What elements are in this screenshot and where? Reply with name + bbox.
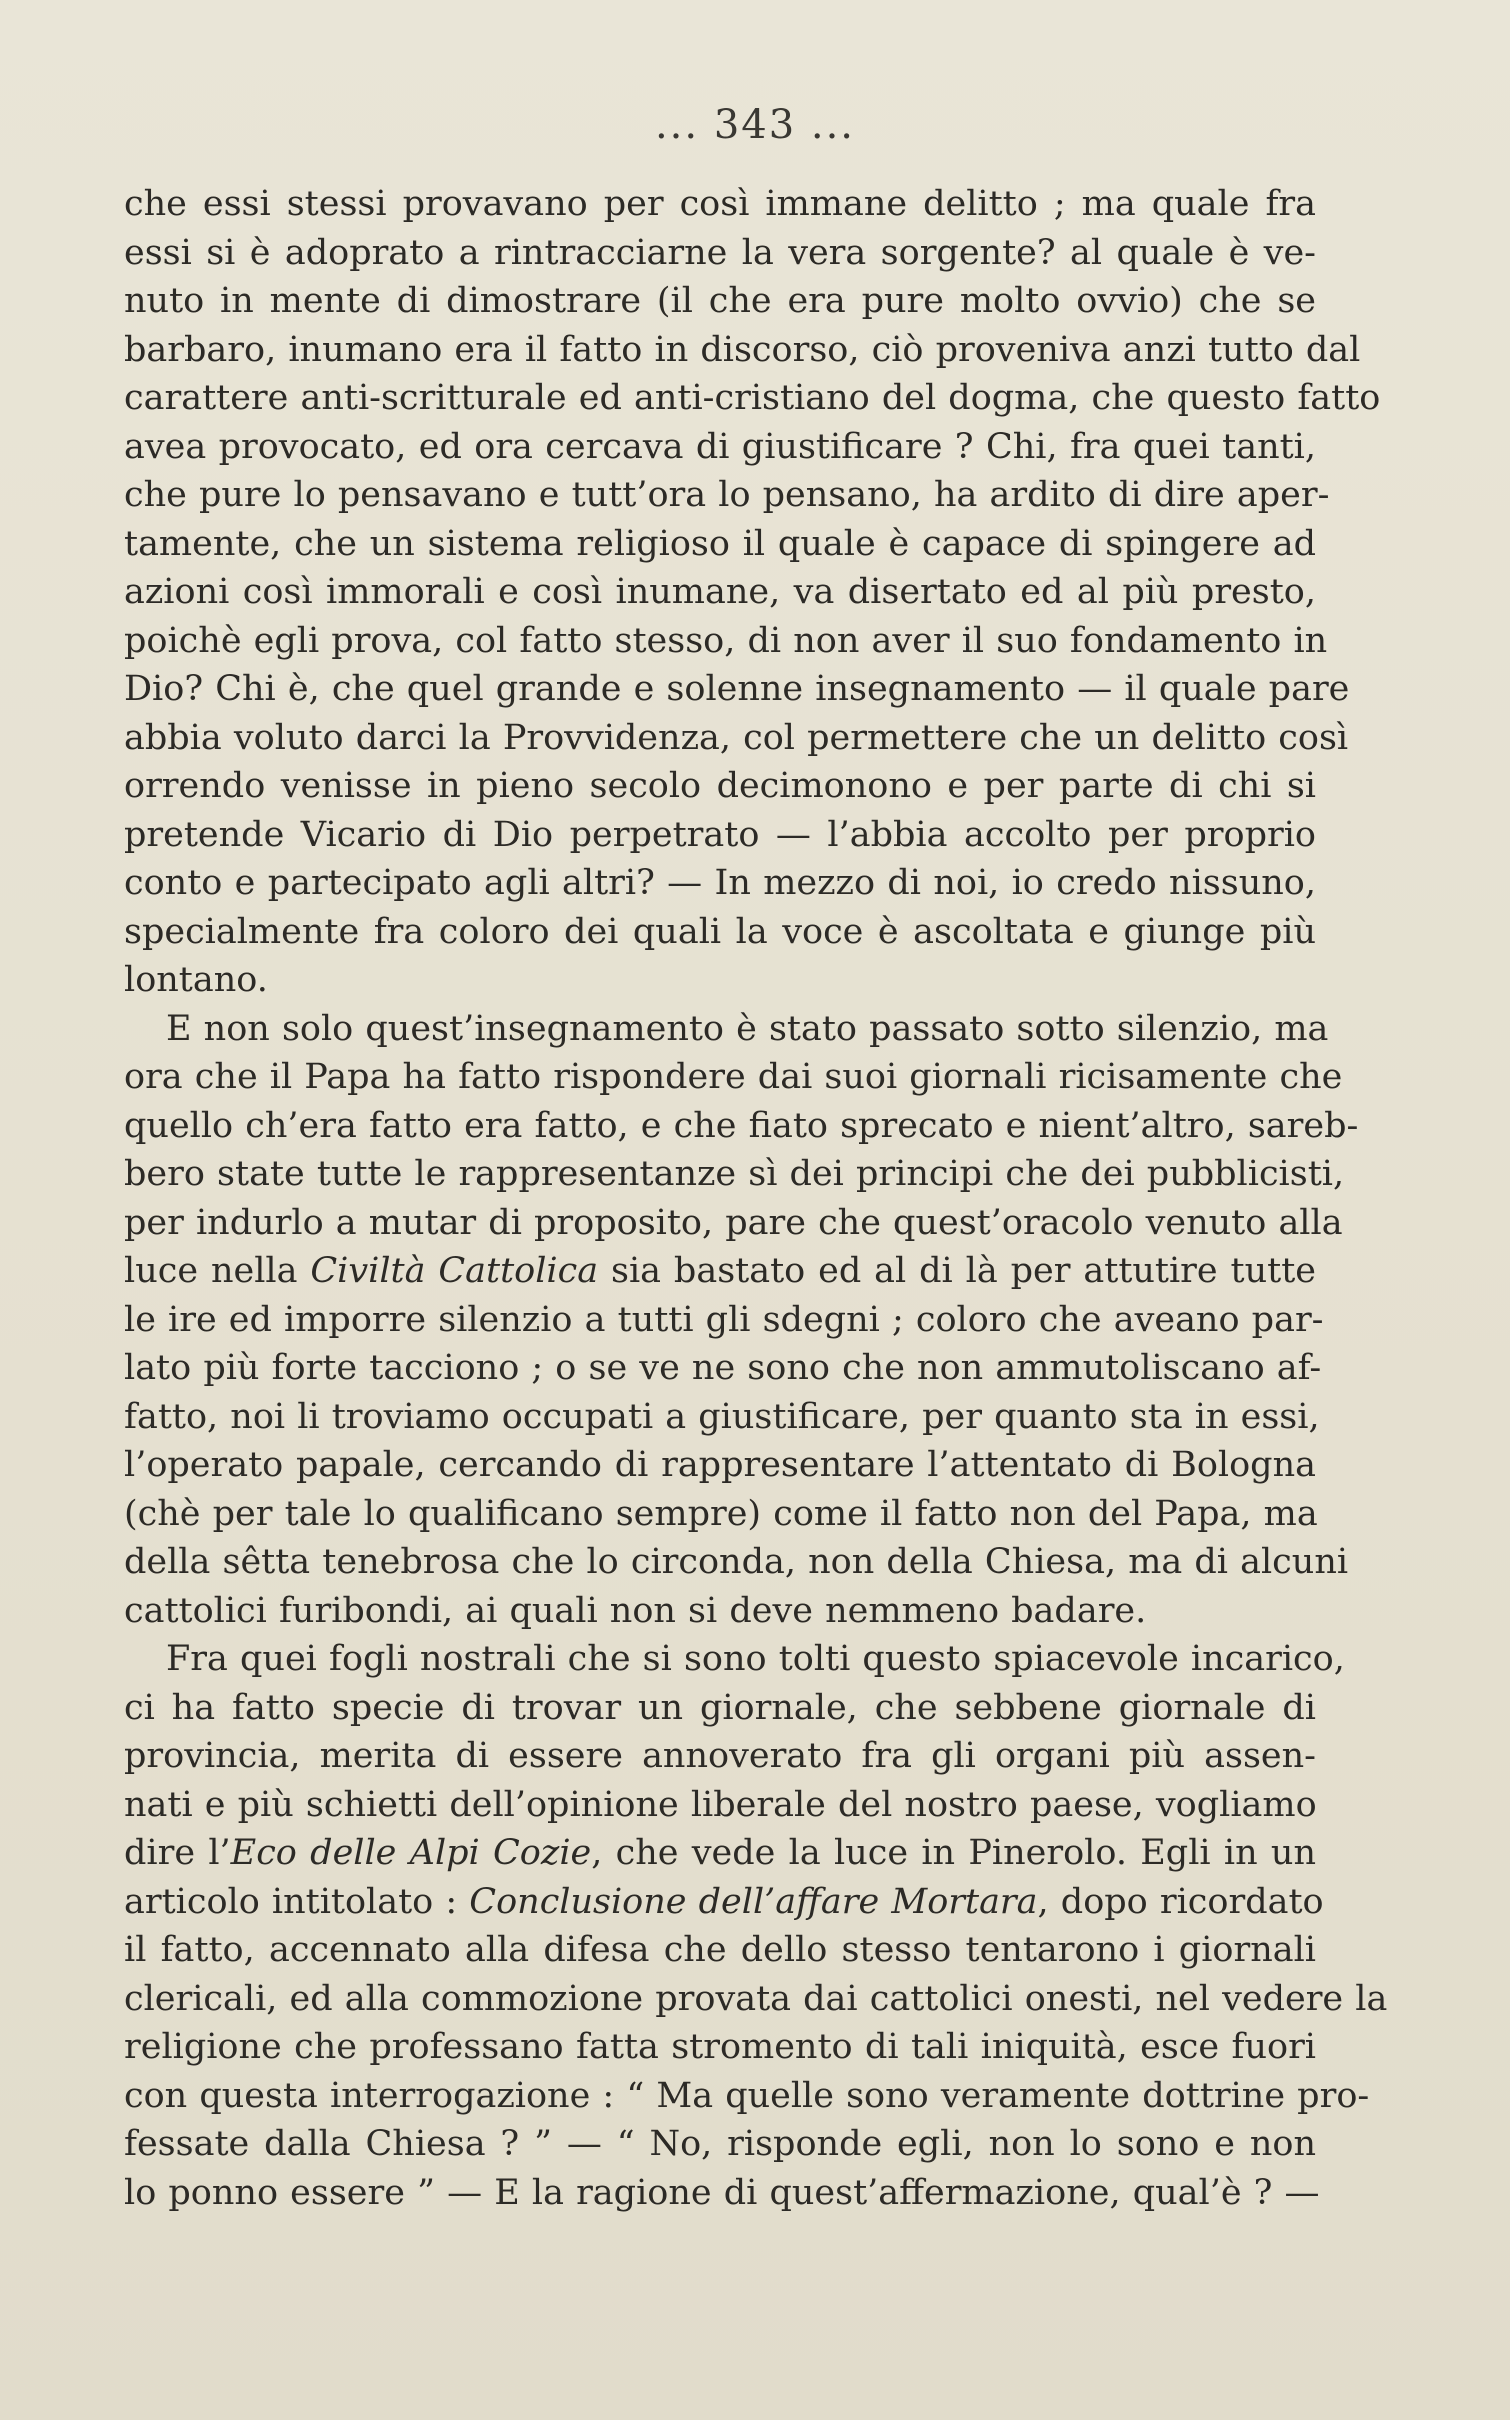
italic-title: Conclusione dell’affare Mortara	[469, 1881, 1038, 1922]
text-line: avea provocato, ed ora cercava di giustificare ? Chi, fra quei tanti,	[124, 426, 1316, 467]
text-line: per indurlo a mutar di proposito, pare che quest’oracolo venuto alla	[124, 1202, 1343, 1243]
text-line: ora che il Papa ha fatto rispondere dai suoi giornali ricisamente che	[124, 1057, 1343, 1097]
text-line: della sêtta tenebrosa che lo circonda, non della Chiesa, ma di alcuni	[124, 1542, 1349, 1582]
text-line: carattere anti-scritturale ed anti-cristiano del dogma, che questo fatto	[124, 378, 1381, 418]
text-segment: dire l’	[124, 1833, 231, 1873]
text-line: (chè per tale lo qualificano sempre) come il fatto non del Papa, ma	[124, 1493, 1318, 1534]
text-line: abbia voluto darci la Provvidenza, col permettere che un delitto così	[124, 717, 1349, 758]
text-line: bero state tutte le rappresentanze sì dei principi che dei pubblicisti,	[124, 1154, 1345, 1194]
text-line: nuto in mente di dimostrare (il che era pure molto ovvio) che se	[124, 281, 1316, 321]
text-line: orrendo venisse in pieno secolo decimonono e per parte di chi si	[124, 766, 1316, 806]
text-line: religione che professano fatta stromento di tali iniquità, esce fuori	[124, 2027, 1316, 2067]
text-line: le ire ed imporre silenzio a tutti gli sdegni ; coloro che aveano par-	[124, 1299, 1324, 1340]
text-line	[124, 1829, 1316, 1878]
text-line: cattolici furibondi, ai quali non si deve nemmeno badare.	[124, 1590, 1147, 1631]
text-line: quello ch’era fatto era fatto, e che fiato sprecato e nient’altro, sareb-	[124, 1105, 1359, 1146]
italic-title: Civiltà Cattolica	[310, 1251, 599, 1291]
text-line: l’operato papale, cercando di rappresentare l’attentato di Bologna	[124, 1445, 1316, 1485]
text-line: lo ponno essere ” — E la ragione di quest’affermazione, qual’è ? —	[124, 2172, 1320, 2213]
text-line: poichè egli prova, col fatto stesso, di non aver il suo fondamento in	[124, 620, 1328, 661]
text-line: ci ha fatto specie di trovar un giornale, che sebbene giornale di	[124, 1687, 1316, 1728]
text-line: che essi stessi provavano per così immane delitto ; ma quale fra	[124, 184, 1316, 224]
text-line: nati e più schietti dell’opinione liberale del nostro paese, vogliamo	[124, 1784, 1317, 1825]
text-line: pretende Vicario di Dio perpetrato — l’abbia accolto per proprio	[124, 814, 1316, 855]
text-line: Dio? Chi è, che quel grande e solenne insegnamento — il quale pare	[124, 669, 1350, 709]
text-segment: luce nella	[124, 1251, 311, 1291]
text-line: barbaro, inumano era il fatto in discorso, ciò proveniva anzi tutto dal	[124, 329, 1361, 370]
text-segment: sia bastato ed al di là per attutire tutte	[598, 1251, 1316, 1291]
text-line: essi si è adoprato a rintracciarne la vera sorgente? al quale è ve-	[124, 232, 1316, 273]
text-line: specialmente fra coloro dei quali la voce è ascoltata e giunge più	[124, 911, 1316, 952]
text-line: azioni così immorali e così inumane, va disertato ed al più presto,	[124, 572, 1316, 612]
text-line: conto e partecipato agli altri? — In mezzo di noi, io credo nissuno,	[124, 863, 1316, 903]
text-line: fessate dalla Chiesa ? ” — “ No, risponde egli, non lo sono e non	[124, 2124, 1316, 2164]
text-line	[124, 1878, 1324, 1927]
text-line	[124, 1247, 1316, 1296]
text-line: provincia, merita di essere annoverato fra gli organi più assen-	[124, 1736, 1316, 1776]
text-line: E non solo quest’insegnamento è stato passato sotto silenzio, ma	[166, 1008, 1329, 1049]
italic-title: Eco delle Alpi Cozie	[230, 1833, 592, 1873]
text-line: Fra quei fogli nostrali che si sono tolti questo spiacevole incarico,	[166, 1639, 1345, 1679]
text-line: con questa interrogazione : “ Ma quelle sono veramente dottrine pro-	[124, 2075, 1370, 2116]
text-line: lontano.	[124, 960, 268, 1000]
text-segment: articolo intitolato :	[124, 1881, 470, 1922]
text-segment: , dopo ricordato	[1037, 1881, 1324, 1922]
page-number: ... 343 ...	[654, 102, 856, 148]
text-line: che pure lo pensavano e tutt’ora lo pensano, ha ardito di dire aper-	[124, 475, 1330, 515]
text-line: tamente, che un sistema religioso il quale è capace di spingere ad	[124, 523, 1316, 564]
text-line: il fatto, accennato alla difesa che dello stesso tentarono i giornali	[124, 1930, 1316, 1970]
text-line: clericali, ed alla commozione provata dai cattolici onesti, nel vedere la	[124, 1978, 1388, 2019]
text-line: fatto, noi li troviamo occupati a giustificare, per quanto sta in essi,	[124, 1396, 1320, 1437]
text-line: lato più forte tacciono ; o se ve ne sono che non ammutoliscano af-	[124, 1348, 1322, 1388]
text-segment: , che vede la luce in Pinerolo. Egli in un	[591, 1833, 1316, 1873]
body-text	[124, 180, 1388, 2217]
